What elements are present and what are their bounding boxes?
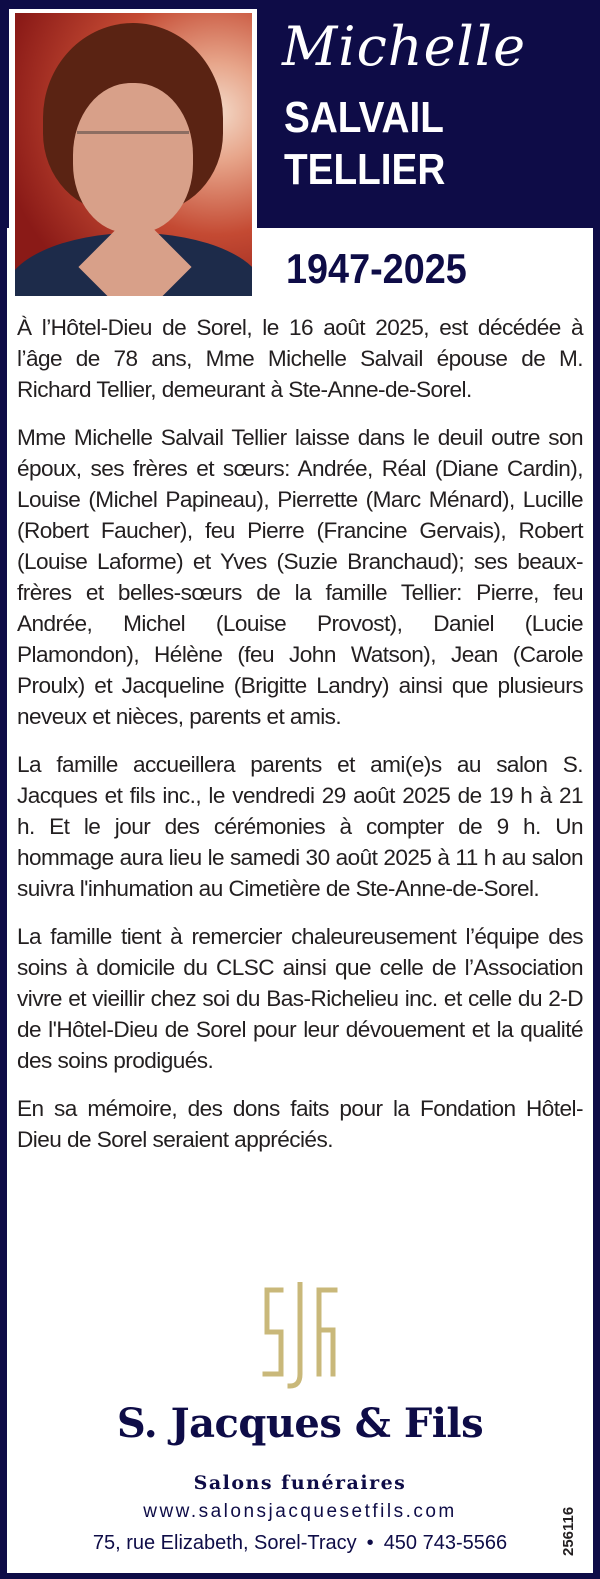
ad-reference-number: 256116 — [560, 1506, 577, 1556]
funeral-home-address: 75, rue Elizabeth, Sorel-Tracy — [92, 1532, 357, 1554]
paragraph-donations: En sa mémoire, des dons faits pour la Fondation Hôtel-Dieu de Sorel seraient appréciés. — [17, 1096, 583, 1152]
separator-dot: • — [366, 1532, 374, 1554]
paragraph-family: Mme Michelle Salvail Tellier laisse dans le deuil outre son époux, ses frères et sœurs: Andrée, Réal (Diane Cardin), Louise (Michel Papineau), Pierrette (Marc Ménard), Lucille (Robert Faucher), feu Pierre (Francine Gervais), Robert (Louise Laforme) et Yves (Suzie Branchaud); ses beaux-frères et belles-sœurs de la famille Tellier: Pierre, feu Andrée, Michel (Louise Provost), Daniel (Lucie Plamondon), Hélène (feu John Watson), Jean (Carole Proulx) et Jacqueline (Brigitte Landry) ainsi que plusieurs neveux et nièces, parents et amis. — [17, 425, 583, 729]
funeral-home-name: S. Jacques & Fils — [116, 1400, 484, 1447]
border-bottom — [0, 1573, 600, 1579]
surname-line-1: SALVAIL — [284, 93, 444, 142]
border-right — [593, 0, 600, 1579]
funeral-home-subtitle: Salons funéraires — [193, 1472, 407, 1494]
portrait-photo — [15, 13, 252, 296]
sjf-monogram-icon — [257, 1282, 343, 1392]
funeral-home-contact — [0, 1532, 600, 1555]
given-name: Michelle — [282, 15, 527, 78]
life-years: 1947-2025 — [286, 245, 467, 292]
paragraph-visitation: La famille accueillera parents et ami(e)s au salon S. Jacques et fils inc., le vendredi 29 août 2025 de 19 h à 21 h. Et le jour des cérémonies à compter de 9 h. Un hommage aura lieu le samedi 30 août 2025 à 11 h au salon suivra l'inhumation au Cimetière de Ste-Anne-de-Sorel. — [17, 752, 583, 901]
obituary-body — [17, 312, 583, 1172]
portrait-frame — [9, 9, 257, 301]
border-left — [0, 0, 7, 1579]
funeral-home-phone[interactable]: 450 743-5566 — [383, 1532, 508, 1554]
surname-line-2: TELLIER — [284, 145, 446, 194]
paragraph-thanks: La famille tient à remercier chaleureusement l’équipe des soins à domicile du CLSC ainsi que celle de l’Association vivre et vieillir chez soi du Bas-Richelieu inc. et celle du 2-D de l'Hôtel-Dieu de Sorel pour leur dévouement et la qualité des soins prodigués. — [17, 924, 583, 1073]
funeral-home-website[interactable]: www.salonsjacquesetfils.com — [143, 1501, 457, 1522]
paragraph-death: À l’Hôtel-Dieu de Sorel, le 16 août 2025, est décédée à l’âge de 78 ans, Mme Michelle Salvail épouse de M. Richard Tellier, demeurant à Ste-Anne-de-Sorel. — [17, 315, 583, 402]
